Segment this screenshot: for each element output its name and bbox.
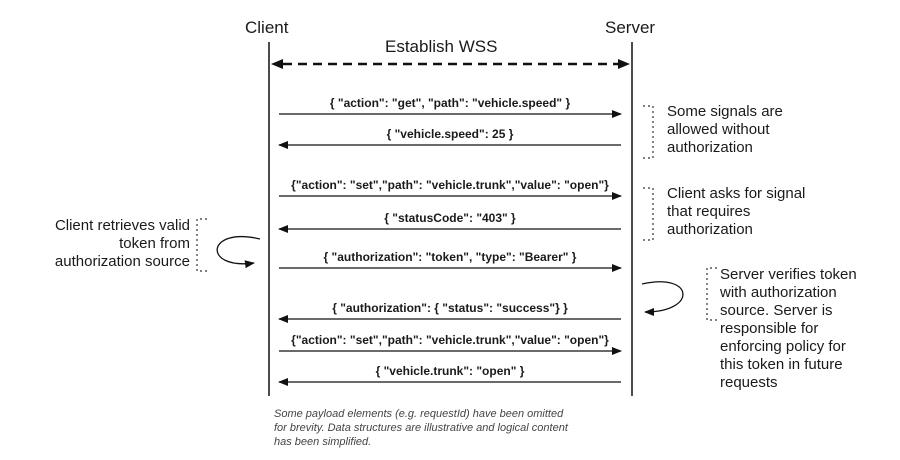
note-bracket xyxy=(707,268,717,320)
footnote-line: for brevity. Data structures are illustrative and logical content xyxy=(274,422,568,434)
note-line: requests xyxy=(720,374,778,391)
server-self-loop xyxy=(642,282,683,312)
client-actor-label: Client xyxy=(245,18,289,37)
note-line: that requires xyxy=(667,203,751,220)
note-requires-auth xyxy=(667,185,805,239)
note-line: responsible for xyxy=(720,320,819,337)
note-line: authorization xyxy=(667,221,753,238)
footnote-line: has been simplified. xyxy=(274,436,372,448)
message-label: { "vehicle.trunk": "open" } xyxy=(375,364,525,378)
client-self-loop xyxy=(217,237,260,264)
note-line: allowed without xyxy=(667,121,770,138)
note-client-token xyxy=(55,217,190,271)
message-label: { "vehicle.speed": 25 } xyxy=(386,127,514,141)
message-label: { "statusCode": "403" } xyxy=(384,211,516,225)
note-line: authorization xyxy=(667,139,753,156)
footnote xyxy=(274,407,568,449)
message-label: {"action": "set","path": "vehicle.trunk","value": "open"} xyxy=(291,178,609,192)
note-bracket xyxy=(643,106,653,158)
note-line: enforcing policy for xyxy=(720,338,846,355)
message-label: { "authorization": { "status": "success"} } xyxy=(332,301,568,315)
note-bracket xyxy=(643,188,653,240)
note-line: Client retrieves valid xyxy=(54,217,190,234)
note-line: this token in future xyxy=(720,356,843,373)
note-line: source. Server is xyxy=(720,302,833,319)
note-line: with authorization xyxy=(720,284,837,301)
establish-wss-label: Establish WSS xyxy=(385,37,498,56)
note-line: Server verifies token xyxy=(720,266,857,283)
note-line: Client asks for signal xyxy=(667,185,806,202)
note-line: authorization source xyxy=(54,253,190,270)
footnote-line: Some payload elements (e.g. requestId) have been omitted xyxy=(274,408,564,420)
server-actor-label: Server xyxy=(605,18,656,37)
message-label: {"action": "set","path": "vehicle.trunk","value": "open"} xyxy=(291,333,609,347)
note-bracket xyxy=(197,219,207,271)
message-label: { "authorization": "token", "type": "Bearer" } xyxy=(323,250,577,264)
note-line: token from xyxy=(119,235,190,252)
message-label: { "action": "get", "path": "vehicle.speed" } xyxy=(329,96,571,110)
note-line: Some signals are xyxy=(667,103,783,120)
note-signals-allowed xyxy=(667,103,783,157)
note-server-verifies xyxy=(720,266,857,392)
